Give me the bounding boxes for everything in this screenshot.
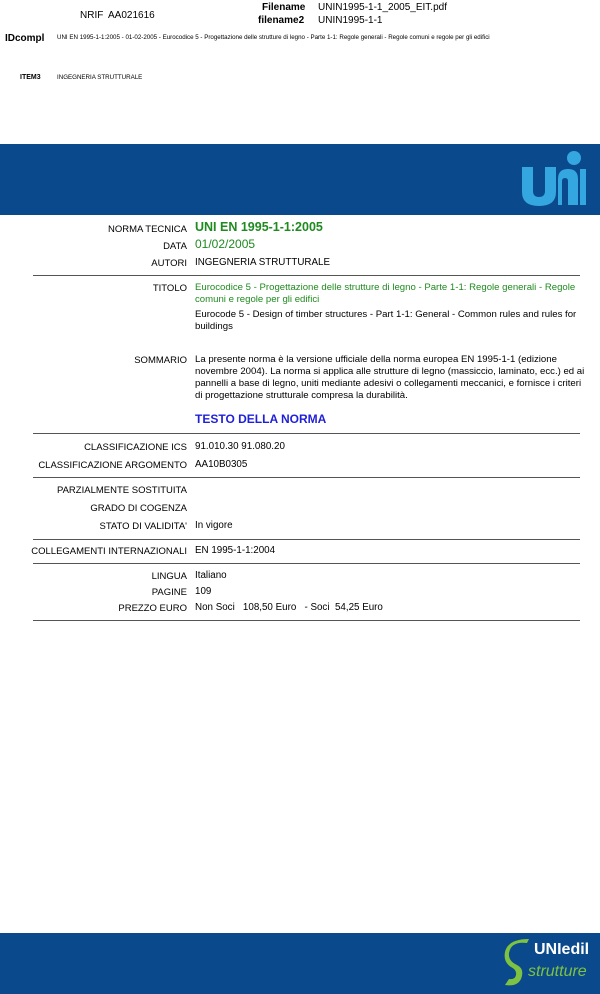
- norma-tecnica-label: NORMA TECNICA: [107, 224, 187, 235]
- titolo-label: TITOLO: [152, 283, 187, 294]
- parzialmente-sostituita-label: PARZIALMENTE SOSTITUITA: [56, 485, 187, 496]
- item3-value: INGEGNERIA STRUTTURALE: [57, 74, 143, 81]
- nrif-label: NRIF: [80, 10, 104, 21]
- top-banner: [0, 144, 600, 215]
- ics-value: 91.010.30 91.080.20: [195, 441, 285, 452]
- data-label: DATA: [163, 241, 187, 252]
- argomento-value: AA10B0305: [195, 459, 248, 470]
- grado-cogenza-label: GRADO DI COGENZA: [90, 503, 187, 514]
- divider: [33, 539, 580, 540]
- idcompl-value: UNI EN 1995-1-1:2005 - 01-02-2005 - Eurocodice 5 - Progettazione delle strutture di legno - Parte 1-1: Regole generali - Regole comuni e regole per gli edifici: [57, 34, 490, 41]
- titolo-english: Eurocode 5 - Design of timber structures - Part 1-1: General - Common rules and rules for buildings: [195, 309, 577, 332]
- uniedil-logo-text: UNIedil: [534, 941, 590, 958]
- autori-value: INGEGNERIA STRUTTURALE: [195, 257, 330, 268]
- divider: [33, 563, 580, 564]
- nrif-value: AA021616: [108, 10, 155, 21]
- divider: [33, 477, 580, 478]
- bottom-banner: [0, 933, 600, 994]
- item3-label: ITEM3: [20, 74, 41, 81]
- filename2-label: filename2: [258, 15, 305, 26]
- filename2-value: UNIN1995-1-1: [318, 15, 383, 26]
- norma-tecnica-value: UNI EN 1995-1-1:2005: [195, 220, 323, 234]
- titolo-italian: Eurocodice 5 - Progettazione delle strutture di legno - Parte 1-1: Regole generali - Regole comuni e regole per gli edifici: [195, 282, 576, 305]
- strutture-logo-text: strutture: [528, 963, 587, 980]
- divider: [33, 275, 580, 276]
- idcompl-label: IDcompl: [5, 33, 45, 44]
- stato-validita-label: STATO DI VALIDITA': [99, 521, 187, 532]
- lingua-value: Italiano: [195, 570, 227, 581]
- sommario-label: SOMMARIO: [134, 355, 187, 366]
- s-swoosh-icon: [503, 939, 531, 989]
- testo-norma-link[interactable]: TESTO DELLA NORMA: [195, 412, 327, 426]
- uni-logo: [518, 149, 588, 209]
- prezzo-value: Non Soci 108,50 Euro - Soci 54,25 Euro: [195, 602, 383, 613]
- lingua-label: LINGUA: [151, 571, 187, 582]
- collegamenti-label: COLLEGAMENTI INTERNAZIONALI: [31, 546, 187, 557]
- collegamenti-value: EN 1995-1-1:2004: [195, 545, 276, 556]
- data-value: 01/02/2005: [195, 237, 256, 251]
- filename-label: Filename: [262, 2, 306, 13]
- divider: [33, 620, 580, 621]
- ics-label: CLASSIFICAZIONE ICS: [84, 442, 187, 453]
- pagine-value: 109: [195, 586, 212, 597]
- stato-validita-value: In vigore: [195, 520, 233, 531]
- argomento-label: CLASSIFICAZIONE ARGOMENTO: [38, 460, 187, 471]
- autori-label: AUTORI: [151, 258, 187, 269]
- divider: [33, 433, 580, 434]
- sommario-value: La presente norma è la versione ufficiale della norma europea EN 1995-1-1 (edizione novembre 2004). La norma si applica alle strutture di legno (massiccio, laminato, ecc.) ed ai pannelli a base di legno, uniti mediante adesivi o collegamenti meccanici, e fornisce i criteri di progettazione strutturale compresa la durabilità.: [195, 354, 585, 401]
- pagine-label: PAGINE: [151, 587, 187, 598]
- prezzo-label: PREZZO EURO: [118, 603, 187, 614]
- filename-value: UNIN1995-1-1_2005_EIT.pdf: [318, 2, 447, 13]
